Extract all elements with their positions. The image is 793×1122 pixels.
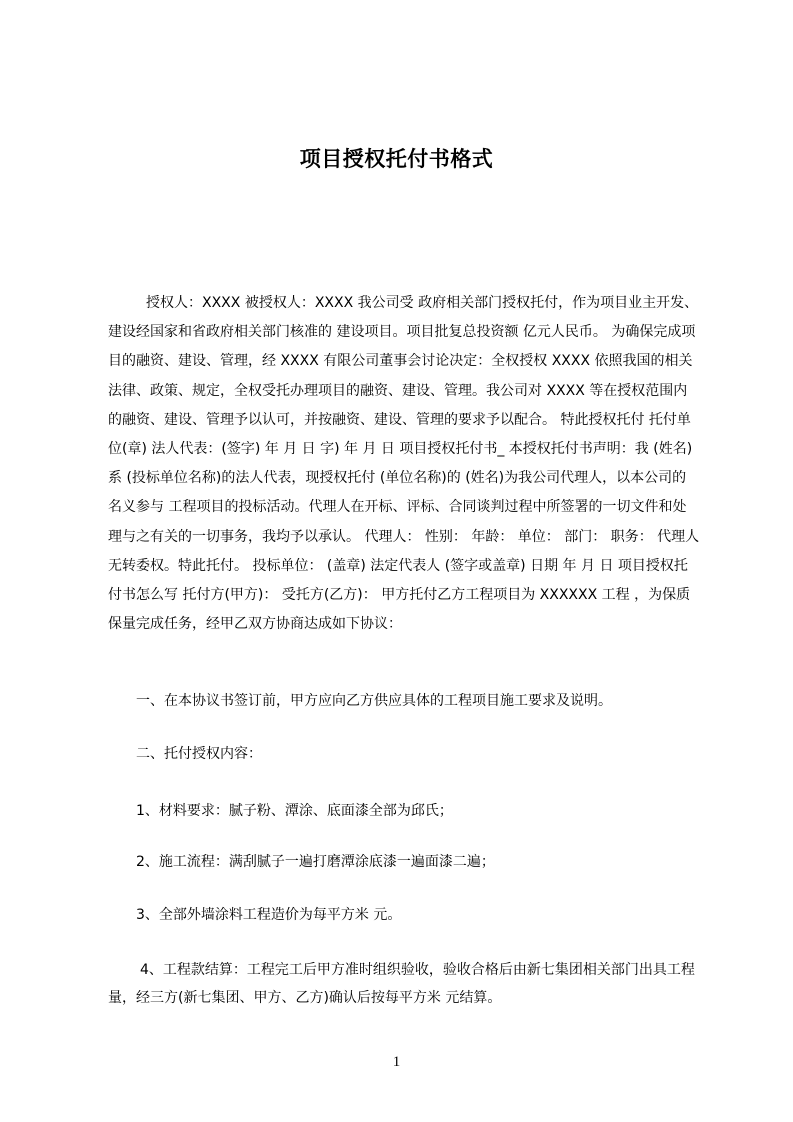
clause-2-heading: 二、托付授权内容： bbox=[136, 746, 262, 762]
clause-1: 一、在本协议书签订前，甲方应向乙方供应具体的工程项目施工要求及说明。 bbox=[136, 693, 612, 709]
clause-2-item-2: 2、施工流程：满刮腻子一遍打磨潭涂底漆一遍面漆二遍； bbox=[136, 854, 495, 870]
clause-2-item-4: 4、工程款结算：工程完工后甲方准时组织验收，验收合格后由新七集团相关部门出具工程量，经三方(新七集团、甲方、乙方)确认后按每平方米 元结算。 bbox=[108, 962, 695, 1006]
document-title: 项目授权托付书格式 bbox=[299, 147, 494, 171]
intro-paragraph: 授权人：XXXX 被授权人：XXXX 我公司受 政府相关部门授权托付，作为项目业主开发、建设经国家和省政府相关部门核准的 建设项目。项目批复总投资额 亿元人民币。 为确保完成项目的融资、建设、管理，经 XXXX 有限公司董事会讨论决定：全权授权 XXXX 依照我国的相关法律、政策、规定，全权受托办理项目的融资、建设、管理。我公司对 XXXX 等在授权范围内的融资、建设、管理予以认可，并按融资、建设、管理的要求予以配合。 特此授权托付 托付单位(章) 法人代表：(签字) 年 月 日 字) 年 月 日 项目授权托付书_ 本授权托付书声明：我 (姓名) 系 (投标单位名称)的法人代表，现授权托付 (单位名称)的 (姓名)为我公司代理人，以本公司的名义参与 工程项目的投标活动。代理人在开标、评标、合同谈判过程中所签署的一切文件和处理与之有关的一切事务，我均予以承认。 代理人： 性别： 年龄： 单位： 部门： 职务： 代理人无转委权。特此托付。 投标单位： (盖章) 法定代表人 (签字或盖章) 日期 年 月 日 项目授权托付书怎么写 托付方(甲方)： 受托方(乙方)： 甲方托付乙方工程项目为 XXXXXX 工程 ，为保质保量完成任务，经甲乙双方协商达成如下协议： bbox=[108, 295, 700, 633]
page-number: 1 bbox=[392, 1054, 401, 1070]
clause-2-item-1: 1、材料要求：腻子粉、潭涂、底面漆全部为邱氏； bbox=[136, 803, 453, 819]
clause-2-item-3: 3、全部外墙涂料工程造价为每平方米 元。 bbox=[136, 907, 402, 923]
